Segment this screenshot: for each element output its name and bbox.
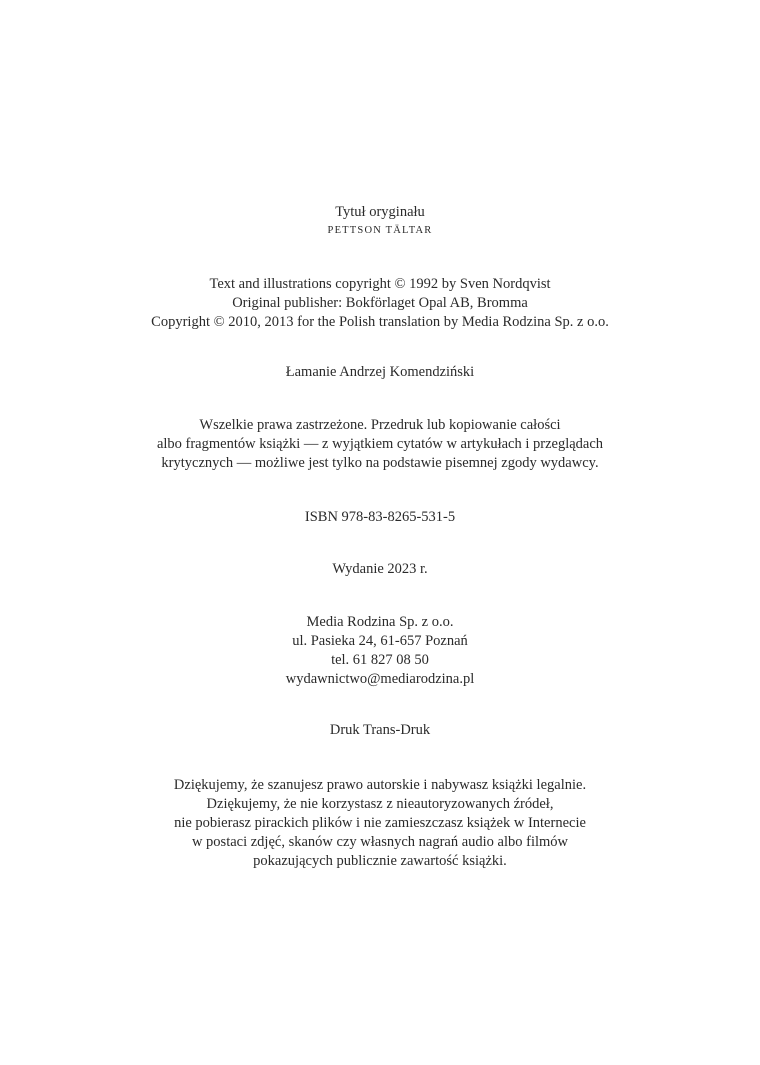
rights-line: albo fragmentów książki — z wyjątkiem cytatów w artykułach i przeglądach xyxy=(156,436,604,452)
publisher-address: ul. Pasieka 24, 61-657 Poznań xyxy=(292,633,468,649)
print-text: Druk Trans-Druk xyxy=(329,722,431,738)
publisher-email: wydawnictwo@mediarodzina.pl xyxy=(285,671,475,687)
publisher-name: Media Rodzina Sp. z o.o. xyxy=(306,614,454,630)
original-title-value: PETTSON TÄLTAR xyxy=(327,225,433,236)
edition-block xyxy=(0,560,760,579)
original-title-block xyxy=(0,203,760,238)
copyright-block xyxy=(0,275,760,332)
isbn-block xyxy=(0,508,760,527)
thanks-line: pokazujących publicznie zawartość książki. xyxy=(253,853,507,869)
thanks-line: w postaci zdjęć, skanów czy własnych nagrań audio albo filmów xyxy=(191,834,569,850)
typesetting-credit xyxy=(0,363,760,382)
rights-notice xyxy=(0,416,760,473)
rights-line: krytycznych — możliwe jest tylko na podstawie pisemnej zgody wydawcy. xyxy=(161,455,599,471)
thanks-notice xyxy=(0,776,760,871)
thanks-line: Dziękujemy, że szanujesz prawo autorskie i nabywasz książki legalnie. xyxy=(173,777,587,793)
publisher-block xyxy=(0,613,760,689)
print-credit xyxy=(0,721,760,740)
publisher-phone: tel. 61 827 08 50 xyxy=(331,652,429,668)
typesetting-text: Łamanie Andrzej Komendziński xyxy=(285,364,475,380)
original-title-label: Tytuł oryginału xyxy=(335,204,425,220)
copyright-line: Copyright © 2010, 2013 for the Polish translation by Media Rodzina Sp. z o.o. xyxy=(151,314,609,330)
copyright-line: Text and illustrations copyright © 1992 by Sven Nordqvist xyxy=(209,276,551,292)
rights-line: Wszelkie prawa zastrzeżone. Przedruk lub kopiowanie całości xyxy=(199,417,561,433)
thanks-line: nie pobierasz pirackich plików i nie zamieszczasz książek w Internecie xyxy=(174,815,586,831)
copyright-line: Original publisher: Bokförlaget Opal AB, Bromma xyxy=(232,295,528,311)
isbn-text: ISBN 978-83-8265-531-5 xyxy=(304,509,456,525)
edition-text: Wydanie 2023 r. xyxy=(332,561,428,577)
thanks-line: Dziękujemy, że nie korzystasz z nieautoryzowanych źródeł, xyxy=(206,796,554,812)
